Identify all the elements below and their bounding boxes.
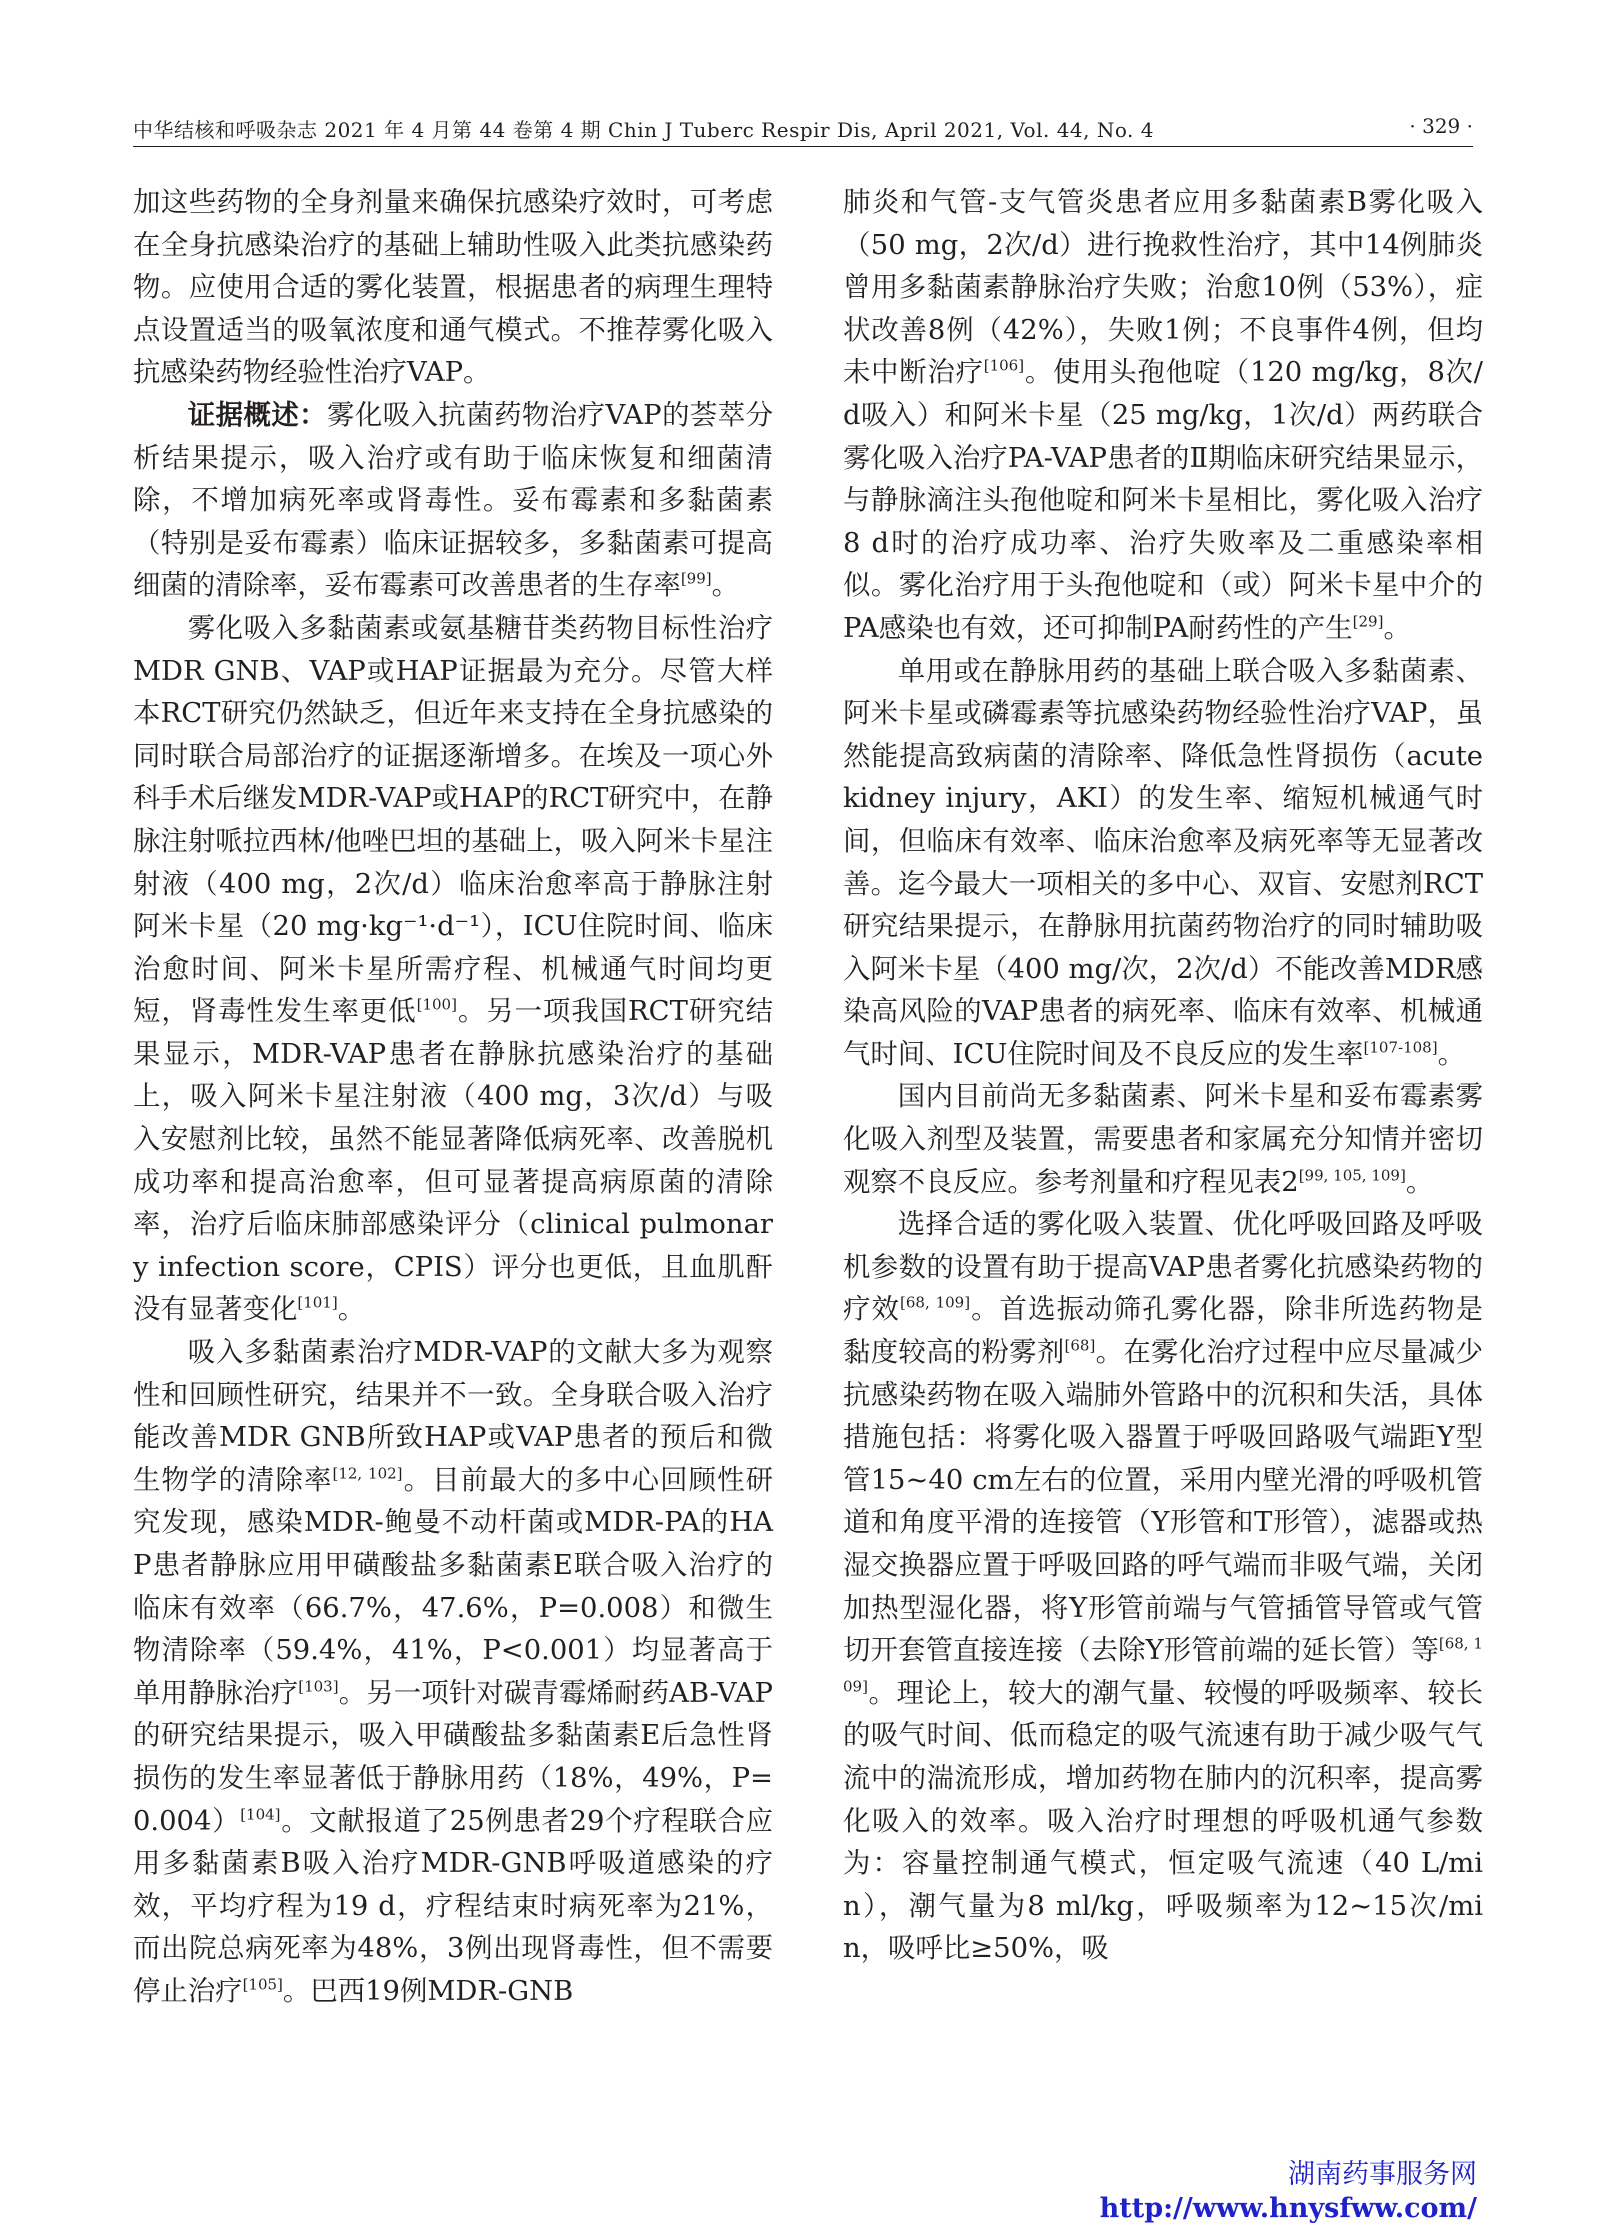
left-column (133, 182, 773, 2014)
paragraph: 吸入多黏菌素治疗MDR-VAP的文献大多为观察性和回顾性研究，结果并不一致。全身联合吸入治疗能改善MDR GNB所致HAP或VAP患者的预后和微生物学的清除率[12, 102]。目前最大的多中心回顾性研究发现，感染MDR-鲍曼不动杆菌或MDR-PA的HAP患者静脉应用甲磺酸盐多黏菌素E联合吸入治疗的临床有效率（66.7%，47.6%，P=0.008）和微生物清除率（59.4%，41%，P<0.001）均显著高于单用静脉治疗[103]。另一项针对碳青霉烯耐药AB-VAP的研究结果提示，吸入甲磺酸盐多黏菌素E后急性肾损伤的发生率显著低于静脉用药（18%，49%，P=0.004）[104]。文献报道了25例患者29个疗程联合应用多黏菌素B吸入治疗MDR-GNB呼吸道感染的疗效，平均疗程为19 d，疗程结束时病死率为21%，而出院总病死率为48%，3例出现肾毒性，但不需要停止治疗[105]。巴西19例MDR-GNB (133, 1337, 773, 2007)
citation: [99, 105, 109] (1298, 1166, 1406, 1185)
citation: [68, 109] (900, 1293, 971, 1312)
journal-citation: 中华结核和呼吸杂志 2021 年 4 月第 44 卷第 4 期 Chin J Tuberc Respir Dis, April 2021, Vol. 44, No. 4 (133, 118, 1154, 142)
paragraph: 单用或在静脉用药的基础上联合吸入多黏菌素、阿米卡星或磷霉素等抗感染药物经验性治疗VAP，虽然能提高致病菌的清除率、降低急性肾损伤（acute kidney injury，AKI）的发生率、缩短机械通气时间，但临床有效率、临床治愈率及病死率等无显著改善。迄今最大一项相关的多中心、双盲、安慰剂RCT研究结果提示，在静脉用抗菌药物治疗的同时辅助吸入阿米卡星（400 mg/次，2次/d）不能改善MDR感染高风险的VAP患者的病死率、临床有效率、机械通气时间、ICU住院时间及不良反应的发生率[107-108]。 (843, 655, 1483, 1070)
right-column (843, 182, 1483, 1971)
citation: [107-108] (1363, 1038, 1438, 1057)
citation: [68] (1064, 1336, 1096, 1355)
citation: [12, 102] (332, 1464, 403, 1483)
citation: [99] (680, 569, 712, 588)
paragraph: 证据概述：雾化吸入抗菌药物治疗VAP的荟萃分析结果提示，吸入治疗或有助于临床恢复和细菌清除，不增加病死率或肾毒性。妥布霉素和多黏菌素（特别是妥布霉素）临床证据较多，多黏菌素可提高细菌的清除率，妥布霉素可改善患者的生存率[99]。 (133, 399, 773, 602)
paragraph: 加这些药物的全身剂量来确保抗感染疗效时，可考虑在全身抗感染治疗的基础上辅助性吸入此类抗感染药物。应使用合适的雾化装置，根据患者的病理生理特点设置适当的吸氧浓度和通气模式。不推荐雾化吸入抗感染药物经验性治疗VAP。 (133, 187, 773, 389)
section-label: 证据概述： (187, 399, 328, 431)
header-rule (133, 146, 1473, 147)
citation: [68, 109] (843, 1634, 1483, 1696)
paragraph: 雾化吸入多黏菌素或氨基糖苷类药物目标性治疗MDR GNB、VAP或HAP证据最为充分。尽管大样本RCT研究仍然缺乏，但近年来支持在全身抗感染的同时联合局部治疗的证据逐渐增多。在埃及一项心外科手术后继发MDR-VAP或HAP的RCT研究中，在静脉注射哌拉西林/他唑巴坦的基础上，吸入阿米卡星注射液（400 mg，2次/d）临床治愈率高于静脉注射阿米卡星（20 mg·kg⁻¹·d⁻¹），ICU住院时间、临床治愈时间、阿米卡星所需疗程、机械通气时间均更短，肾毒性发生率更低[100]。另一项我国RCT研究结果显示，MDR-VAP患者在静脉抗感染治疗的基础上，吸入阿米卡星注射液（400 mg，3次/d）与吸入安慰剂比较，虽然不能显著降低病死率、改善脱机成功率和提高治愈率，但可显著提高病原菌的清除率，治疗后临床肺部感染评分（clinical pulmonary infection score，CPIS）评分也更低，且血肌酐没有显著变化[101]。 (133, 612, 773, 1326)
page-number: · 329 · (1409, 114, 1473, 138)
citation: [106] (983, 356, 1025, 375)
watermark-site-name: 湖南药事服务网 (1288, 2159, 1477, 2190)
paragraph: 国内目前尚无多黏菌素、阿米卡星和妥布霉素雾化吸入剂型及装置，需要患者和家属充分知情并密切观察不良反应。参考剂量和疗程见表2[99, 105, 109]。 (843, 1081, 1483, 1198)
citation: [105] (242, 1975, 283, 1994)
citation: [101] (297, 1293, 338, 1312)
paragraph: 选择合适的雾化吸入装置、优化呼吸回路及呼吸机参数的设置有助于提高VAP患者雾化抗感染药物的疗效[68, 109]。首选振动筛孔雾化器，除非所选药物是黏度较高的粉雾剂[68]。在雾化治疗过程中应尽量减少抗感染药物在吸入端肺外管路中的沉积和失活，具体措施包括：将雾化吸入器置于呼吸回路吸气端距Y型管15~40 cm左右的位置，采用内壁光滑的呼吸机管道和角度平滑的连接管（Y形管和T形管），滤器或热湿交换器应置于呼吸回路的呼气端而非吸气端，关闭加热型湿化器，将Y形管前端与气管插管导管或气管切开套管直接连接（去除Y形管前端的延长管）等[68, 109]。理论上，较大的潮气量、较慢的呼吸频率、较长的吸气时间、低而稳定的吸气流速有助于减少吸气气流中的湍流形成，增加药物在肺内的沉积率，提高雾化吸入的效率。吸入治疗时理想的呼吸机通气参数为：容量控制通气模式，恒定吸气流速（40 L/min），潮气量为8 ml/kg，呼吸频率为12~15次/min，吸呼比≥50%，吸 (843, 1209, 1483, 1965)
citation: [103] (298, 1677, 339, 1696)
citation: [100] (416, 995, 457, 1014)
citation: [104] (240, 1805, 281, 1824)
citation: [29] (1352, 612, 1384, 631)
watermark-url[interactable]: http://www.hnysfww.com/ (1099, 2193, 1477, 2224)
running-header (133, 114, 1473, 146)
watermark (1100, 2158, 1477, 2226)
paragraph: 肺炎和气管-支气管炎患者应用多黏菌素B雾化吸入（50 mg，2次/d）进行挽救性治疗，其中14例肺炎曾用多黏菌素静脉治疗失败；治愈10例（53%），症状改善8例（42%），失败1例；不良事件4例，但均未中断治疗[106]。使用头孢他啶（120 mg/kg，8次/d吸入）和阿米卡星（25 mg/kg，1次/d）两药联合雾化吸入治疗PA-VAP患者的Ⅱ期临床研究结果显示，与静脉滴注头孢他啶和阿米卡星相比，雾化吸入治疗8 d时的治疗成功率、治疗失败率及二重感染率相似。雾化治疗用于头孢他啶和（或）阿米卡星中介的PA感染也有效，还可抑制PA耐药性的产生[29]。 (843, 187, 1483, 644)
